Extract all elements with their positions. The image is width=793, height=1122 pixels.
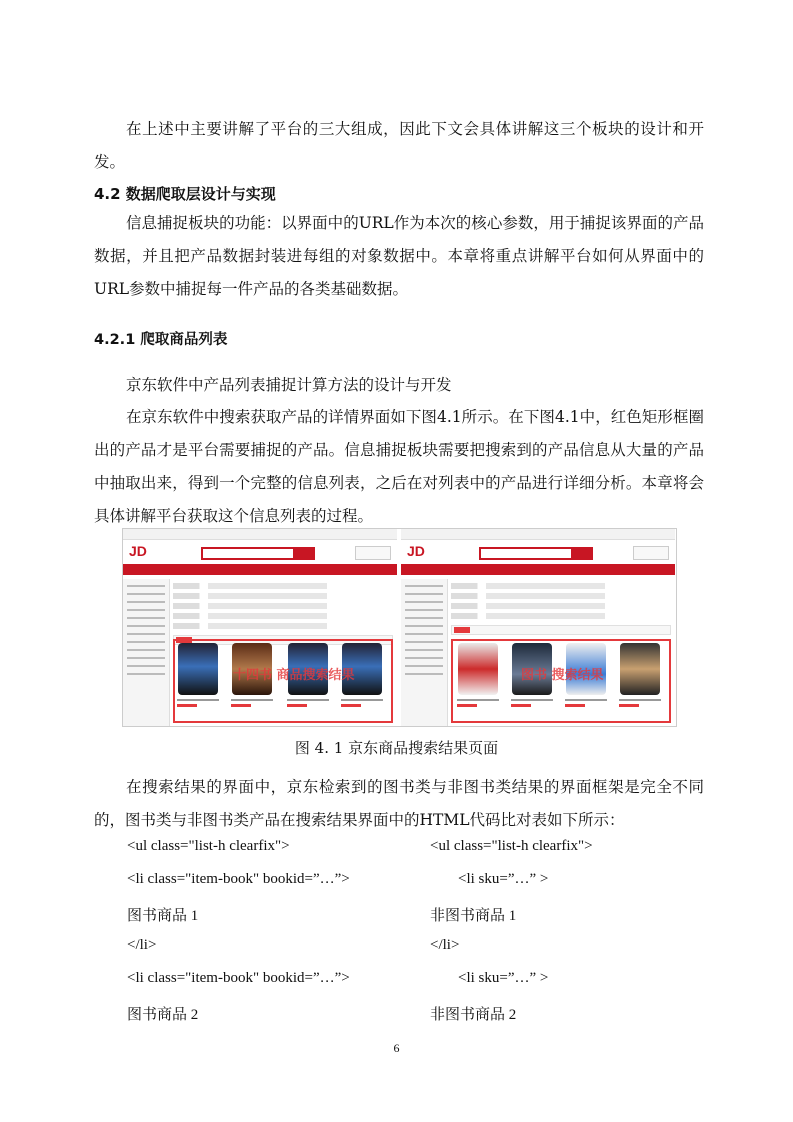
results-main <box>451 579 671 726</box>
code-right-line-6: 非图书商品 2 <box>430 1007 517 1023</box>
subsection-heading-4-2-1: 4.2.1 爬取商品列表 <box>94 332 228 348</box>
search-button <box>293 547 315 560</box>
code-left-line-5: <li class="item-book" bookid=”…”> <box>127 970 350 986</box>
code-left-line-1: <ul class="list-h clearfix"> <box>127 838 290 854</box>
section-heading-4-2: 4.2 数据爬取层设计与实现 <box>94 185 276 203</box>
jd-logo: JD <box>407 543 425 559</box>
screenshot-book-search <box>401 529 675 726</box>
figure-watermark: 十四书 商品搜索结果 <box>233 668 355 683</box>
paragraph-capture-function: 信息捕捉板块的功能：以界面中的URL作为本次的核心参数，用于捕捉该界面的产品数据，并且把产品数据封装进每组的对象数据中。本章将重点讲解平台如何从界面中的URL参数中捕捉每一件产品的各类基础数据。 <box>94 214 704 298</box>
browser-topbar <box>401 529 675 540</box>
page-number: 6 <box>393 1041 400 1055</box>
header-row <box>401 540 675 564</box>
product-grid <box>173 639 393 723</box>
nav-bar <box>401 564 675 575</box>
filter-panel <box>451 583 671 619</box>
code-right-line-3: 非图书商品 1 <box>430 908 517 924</box>
category-sidebar <box>401 579 448 726</box>
results-main <box>173 579 393 726</box>
cart-icon <box>355 546 391 560</box>
category-sidebar <box>123 579 170 726</box>
code-left-line-4: </li> <box>127 937 157 953</box>
code-left-line-3: 图书商品 1 <box>127 908 199 924</box>
paragraph-html-comparison: 在搜索结果的界面中，京东检索到的图书类与非图书类结果的界面框架是完全不同的，图书类与非图书类产品在搜索结果界面中的HTML代码比对表如下所示： <box>94 778 704 829</box>
search-button <box>571 547 593 560</box>
code-right-line-5: <li sku=”…” > <box>458 970 549 986</box>
cart-icon <box>633 546 669 560</box>
jd-logo: JD <box>129 543 147 559</box>
search-input <box>201 547 295 560</box>
code-left-line-6: 图书商品 2 <box>127 1007 199 1023</box>
paragraph-jd-algorithm-title: 京东软件中产品列表捕捉计算方法的设计与开发 <box>126 376 452 394</box>
figure-caption: 图 4. 1 京东商品搜索结果页面 <box>294 739 499 757</box>
sort-bar <box>451 625 671 635</box>
search-input <box>479 547 573 560</box>
paragraph-intro: 在上述中主要讲解了平台的三大组成，因此下文会具体讲解这三个板块的设计和开发。 <box>94 120 704 171</box>
code-right-line-1: <ul class="list-h clearfix"> <box>430 838 593 854</box>
paragraph-figure-description: 在京东软件中搜索获取产品的详情界面如下图4.1所示。在下图4.1中，红色矩形框圈出的产品才是平台需要捕捉的产品。信息捕捉板块需要把搜索到的产品信息从大量的产品中抽取出来，得到一个完整的信息列表，之后在对列表中的产品进行详细分析。本章将会具体讲解平台获取这个信息列表的过程。 <box>94 408 704 525</box>
figure-jd-search-results <box>122 528 677 727</box>
screenshot-product-search <box>123 529 397 726</box>
header-row <box>123 540 397 564</box>
figure-watermark: 图书 搜索结果 <box>521 668 604 683</box>
nav-bar <box>123 564 397 575</box>
code-left-line-2: <li class="item-book" bookid=”…”> <box>127 871 350 887</box>
filter-panel <box>173 583 393 629</box>
product-grid <box>451 639 671 723</box>
browser-topbar <box>123 529 397 540</box>
code-right-line-4: </li> <box>430 937 460 953</box>
code-right-line-2: <li sku=”…” > <box>458 871 549 887</box>
